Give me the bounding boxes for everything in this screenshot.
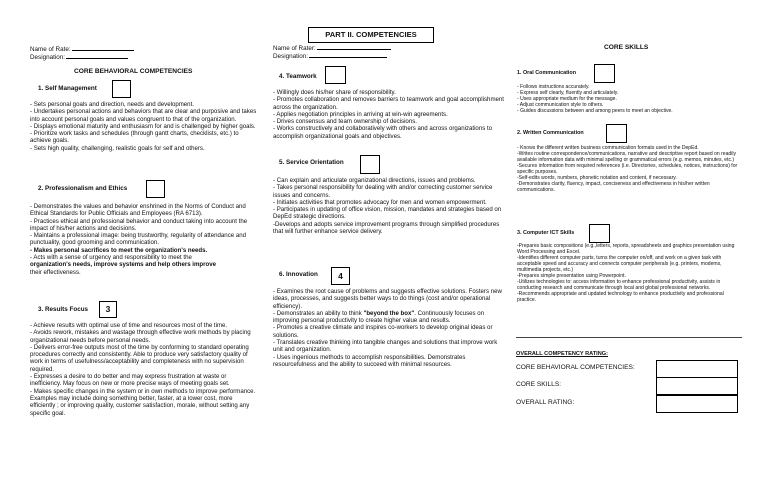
overall-rating-box [656,395,738,413]
part-title: PART II. COMPETENCIES [308,27,434,43]
service-orientation-title: 5. Service Orientation [279,159,344,166]
rater-designation-line [309,51,387,58]
self-management-title: 1. Self Management [38,85,97,92]
overall-rating-title: OVERALL COMPETENCY RATING: [516,351,608,357]
rater-designation-field: Designation: [273,51,387,61]
self-management-rating-box [112,80,131,98]
service-orientation-rating-box [360,155,380,174]
professionalism-text: - Demonstrates the values and behavior enshrined in the Norms of Conduct and Ethical Standards for Public Officials and Employees (RA 6713). - Practices ethical and professional behavior and conduct taking into account the impact of his/her actions and decisions. - Maintains a professional image: being trustworthy, regularity of attendance and punctuality, good grooming and communication. - Makes personal sacrifices to meet the organization's needs. - Acts with a sense of urgency and responsibility to meet the organization's needs, improve systems and help others improve their effectiveness. [30,203,248,276]
oral-communication-rating-box [594,64,615,83]
written-communication-text: - Knows the different written business communication formats used in the DepEd. -Writes routine correspondence/communications, narrative and descriptive report based on readily available information data with minimal spelling or grammatical errors (e.g. memos, minutes, etc.) -Secures information from required references (i.e. Directories, schedules, notices, instructions) for specific purposes. -Self-edits words, numbers, phonetic notation and content, if necessary. -Demonstrates clarity, fluency, impact, conciseness and effectiveness in his/her written communications. [517,145,738,194]
results-focus-rating-box: 3 [99,301,117,318]
self-management-text: - Sets personal goals and direction, needs and development. - Undertakes personal actions and behaviors that are clear and purposive and takes into account personal goals and values congruent to that of the organization. - Displays emotional maturity and enthusiasm for and is challenged by higher goals. - Prioritize work tasks and schedules (through gantt charts, checklists, etc.) to achieve goals. - Sets high quality, challenging, realistic goals for self and others. [30,101,257,152]
written-communication-title: 2. Written Communication [517,130,584,136]
innovation-rating-box: 4 [331,267,350,285]
rater-name-line [317,43,391,50]
overall-core-skills-label: CORE SKILLS: [516,381,562,388]
core-behavioral-header: CORE BEHAVIORAL COMPETENCIES [74,68,193,75]
innovation-title: 6. Innovation [279,271,318,278]
section-divider [516,337,742,338]
computer-ict-title: 3. Computer ICT Skills [517,230,575,236]
results-focus-text: - Achieve results with optimal use of time and resources most of the time. - Avoids rework, mistakes and wastage through effective work methods by placing organizational needs before personal needs. - Delivers error-free outputs most of the time by conforming to standard operating procedures correctly and consistently. Able to produce very satisfactory quality of work in terms of usefulness/acceptability and completeness with no supervision required. - Expresses a desire to do better and may express frustration at waste or inefficiency. May focus on new or more precise ways of meeting goals set. - Makes specific changes in the system or in own methods to improve performance. Examples may include doing something better, faster, at a lower cost, more efficiently ; or improving quality, customer satisfaction, morale, without setting any specific goal. [30,322,256,417]
beyond-the-box-line: - Demonstrates an ability to think "beyond the box". Continuously focuses on improving personal productivity to create higher value and results. [273,309,485,325]
rater-name-field: Name of Rater: [273,43,391,53]
teamwork-text: - Willingly does his/her share of responsibility. - Promotes collaboration and removes barriers to teamwork and goal accomplishment across the organization. - Applies negotiation principles in arriving at win-win agreements. - Drives consensus and team ownership of decisions. - Works constructively and collaboratively with others and across organizations to accomplish organizational goals and objectives. [273,89,504,140]
written-communication-rating-box [606,124,627,143]
service-orientation-text: - Can explain and articulate organizational directions, issues and problems. - Takes personal responsibility for dealing with and/or correcting customer service issues and concerns. - Initiates activities that promotes advocacy for men and women empowerment. - Participates in updating of office vision, mission, mandates and strategies based on DepEd strategic directions. -Develops and adopts service improvement programs through simplified procedures that will further enhance service delivery. [273,177,502,236]
rate-designation-line [66,52,128,59]
teamwork-title: 4. Teamwork [279,73,317,80]
innovation-text: - Examines the root cause of problems and suggests effective solutions. Fosters new ideas, processes, and suggests better ways to do things (cost and/or operational efficiency). - Demonstrates an ability to think "beyond the box". Continuously focuses on improving personal productivity to create higher value and results. - Promotes a creative climate and inspires co-workers to develop original ideas or solutions. - Translates creative thinking into tangible changes and solutions that improve work unit and organization. - Uses ingenious methods to accomplish responsibilities. Demonstrates resourcefulness and the ability to succeed with minimal resources. [273,288,504,368]
computer-ict-text: -Prepares basic compositions (e.g.,letters, reports, spreadsheets and graphics presentation using Word Processing and Excel. -Identifies different computer parts, turns the computer on/off, and work on a given task with acceptable speed and accuracy and connects computer peripherals (e.g. printers, modems, multimedia projects, etc.) -Prepares simple presentation using Powerpoint. -Utilizes technologies to: access information to enhance professional productivity, assists in conducting research and communicate through local and global professional networks. -Recommends appropriate and updated technology to enhance productivity and professional practice. [517,243,735,304]
rate-name-field: Name of Rate: [30,44,134,54]
professionalism-rating-box [146,180,165,198]
overall-cbc-box [656,360,738,378]
results-focus-title: 3. Results Focus [38,306,89,313]
overall-cbc-label: CORE BEHAVIORAL COMPETENCIES: [516,364,635,371]
core-skills-header: CORE SKILLS [604,44,649,51]
rate-designation-field: Designation: [30,52,128,62]
computer-ict-rating-box [589,224,610,243]
rate-name-line [72,44,134,51]
oral-communication-text: - Follows instructions accurately. - Express self clearly, fluently and articulately. - Uses appropriate medium for the message. - Adjust communication style to others. - Guides discussions between and among peers to meet an objective. [517,84,673,115]
overall-rating-label: OVERALL RATING: [516,399,575,406]
teamwork-rating-box [325,66,346,84]
oral-communication-title: 1. Oral Communication [517,70,577,76]
professionalism-title: 2. Professionalism and Ethics [38,185,128,192]
overall-core-skills-box [656,377,738,395]
